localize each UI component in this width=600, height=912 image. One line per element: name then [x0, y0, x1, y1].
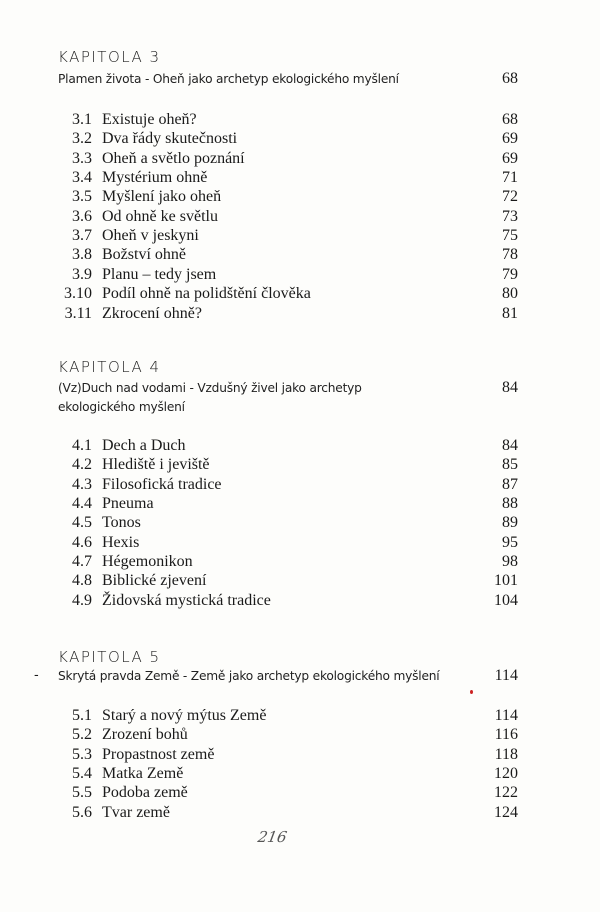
toc-entry — [0, 494, 600, 513]
toc-entry — [0, 706, 600, 725]
section-number: 5.4 — [72, 765, 92, 783]
chapter-page: 68 — [502, 70, 518, 87]
section-title: Starý a nový mýtus Země — [102, 707, 267, 724]
section-page: 88 — [502, 495, 518, 513]
section-number: 4.6 — [72, 533, 92, 551]
section-page: 101 — [494, 572, 518, 590]
section-number: 3.11 — [64, 304, 92, 322]
chapter-subtitle: Plamen života - Oheň jako archetyp ekologického myšlení — [58, 72, 399, 86]
section-page: 78 — [502, 246, 518, 264]
section-title: Matka Země — [102, 765, 184, 783]
toc-entry — [0, 803, 600, 822]
section-title: Božství ohně — [102, 246, 186, 264]
section-title: Židovská mystická tradice — [102, 591, 271, 609]
section-title: Zrození bohů — [102, 726, 188, 744]
section-title: Tonos — [102, 514, 141, 532]
section-number: 5.2 — [72, 726, 92, 744]
section-title: Podíl ohně na polidštění člověka — [102, 285, 311, 303]
section-title: Filosofická tradice — [102, 475, 222, 493]
toc-entry — [0, 571, 600, 590]
toc-entry — [0, 591, 600, 610]
chapter-page: 114 — [494, 667, 518, 684]
section-number: 4.9 — [72, 591, 92, 609]
section-page: 120 — [494, 765, 518, 783]
section-page: 84 — [502, 437, 518, 454]
section-page: 122 — [494, 784, 518, 802]
section-number: 4.3 — [72, 475, 92, 493]
chapter-subtitle: Skrytá pravda Země - Země jako archetyp ekologického myšlení — [58, 669, 440, 683]
section-page: 69 — [502, 130, 518, 148]
section-number: 4.4 — [72, 495, 92, 513]
section-title: Biblické zjevení — [102, 572, 207, 590]
toc-entry — [0, 207, 600, 226]
toc-entry — [0, 513, 600, 532]
chapter-heading: KAPITOLA 3 — [58, 48, 161, 66]
section-number: 3.6 — [72, 207, 92, 225]
section-page: 68 — [502, 111, 518, 128]
section-title: Dech a Duch — [102, 437, 186, 454]
section-number: 4.5 — [72, 514, 92, 532]
section-number: 3.1 — [72, 111, 92, 128]
section-number: 4.2 — [72, 456, 92, 474]
section-number: 5.3 — [72, 745, 92, 763]
handwritten-page-number: 216 — [256, 828, 289, 846]
section-page: 72 — [502, 188, 518, 206]
section-title: Planu – tedy jsem — [102, 265, 217, 283]
toc-entry — [0, 245, 600, 264]
section-page: 80 — [502, 285, 518, 303]
section-title: Hexis — [102, 533, 140, 551]
section-number: 5.5 — [72, 784, 92, 802]
margin-mark: - — [34, 668, 39, 683]
toc-entry — [0, 226, 600, 245]
section-title: Podoba země — [102, 784, 188, 802]
toc-entry — [0, 304, 600, 323]
section-title: Myšlení jako oheň — [102, 188, 222, 206]
section-page: 95 — [502, 533, 518, 551]
toc-entry — [0, 745, 600, 764]
section-page: 71 — [502, 169, 518, 187]
section-page: 73 — [502, 207, 518, 225]
section-page: 87 — [502, 475, 518, 493]
section-page: 69 — [502, 149, 518, 167]
section-title: Zkrocení ohně? — [102, 304, 202, 322]
section-number: 3.10 — [64, 285, 92, 303]
section-page: 75 — [502, 227, 518, 245]
section-title: Dva řády skutečnosti — [102, 130, 238, 148]
chapter-subtitle: (Vz)Duch nad vodami - Vzdušný živel jako archetyp ekologického myšlení — [58, 381, 362, 414]
section-title: Hlediště i jeviště — [102, 456, 210, 474]
section-page: 118 — [494, 745, 518, 763]
section-number: 3.9 — [72, 265, 92, 283]
toc-entry — [0, 265, 600, 284]
toc-entry — [0, 783, 600, 802]
toc-entry — [0, 475, 600, 494]
section-number: 3.4 — [72, 169, 92, 187]
section-page: 89 — [502, 514, 518, 532]
section-number: 3.8 — [72, 246, 92, 264]
section-title: Pneuma — [102, 495, 154, 513]
section-title: Tvar země — [102, 803, 170, 821]
section-page: 79 — [502, 265, 518, 283]
section-page: 98 — [502, 553, 518, 571]
section-number: 4.1 — [72, 437, 92, 454]
chapter-heading: KAPITOLA 5 — [58, 648, 161, 666]
chapter-heading: KAPITOLA 4 — [58, 358, 161, 376]
section-title: Oheň a světlo poznání — [102, 149, 245, 167]
section-number: 3.2 — [72, 130, 92, 148]
toc-entry — [0, 455, 600, 474]
toc-entry — [0, 552, 600, 571]
toc-entry — [0, 168, 600, 187]
section-page: 124 — [494, 803, 518, 821]
section-title: Propastnost země — [102, 745, 215, 763]
toc-entry — [0, 284, 600, 303]
toc-entry — [0, 110, 600, 129]
section-number: 3.7 — [72, 227, 92, 245]
toc-entry — [0, 436, 600, 455]
chapter-page: 84 — [502, 379, 518, 396]
section-title: Mystérium ohně — [102, 169, 208, 187]
toc-entry — [0, 129, 600, 148]
ink-spot — [470, 690, 473, 694]
section-number: 3.5 — [72, 188, 92, 206]
toc-entry — [0, 533, 600, 552]
section-number: 4.7 — [72, 553, 92, 571]
section-page: 116 — [494, 726, 518, 744]
section-title: Oheň v jeskyni — [102, 227, 199, 245]
section-number: 4.8 — [72, 572, 92, 590]
section-page: 85 — [502, 456, 518, 474]
toc-entry — [0, 187, 600, 206]
section-title: Hégemonikon — [102, 553, 193, 571]
section-page: 81 — [502, 304, 518, 322]
section-title: Od ohně ke světlu — [102, 207, 218, 225]
toc-entry — [0, 725, 600, 744]
section-number: 5.6 — [72, 803, 92, 821]
toc-entry — [0, 764, 600, 783]
toc-entry — [0, 149, 600, 168]
section-number: 5.1 — [72, 707, 92, 724]
section-page: 114 — [494, 707, 518, 724]
section-number: 3.3 — [72, 149, 92, 167]
section-page: 104 — [494, 591, 518, 609]
section-title: Existuje oheň? — [102, 111, 197, 128]
